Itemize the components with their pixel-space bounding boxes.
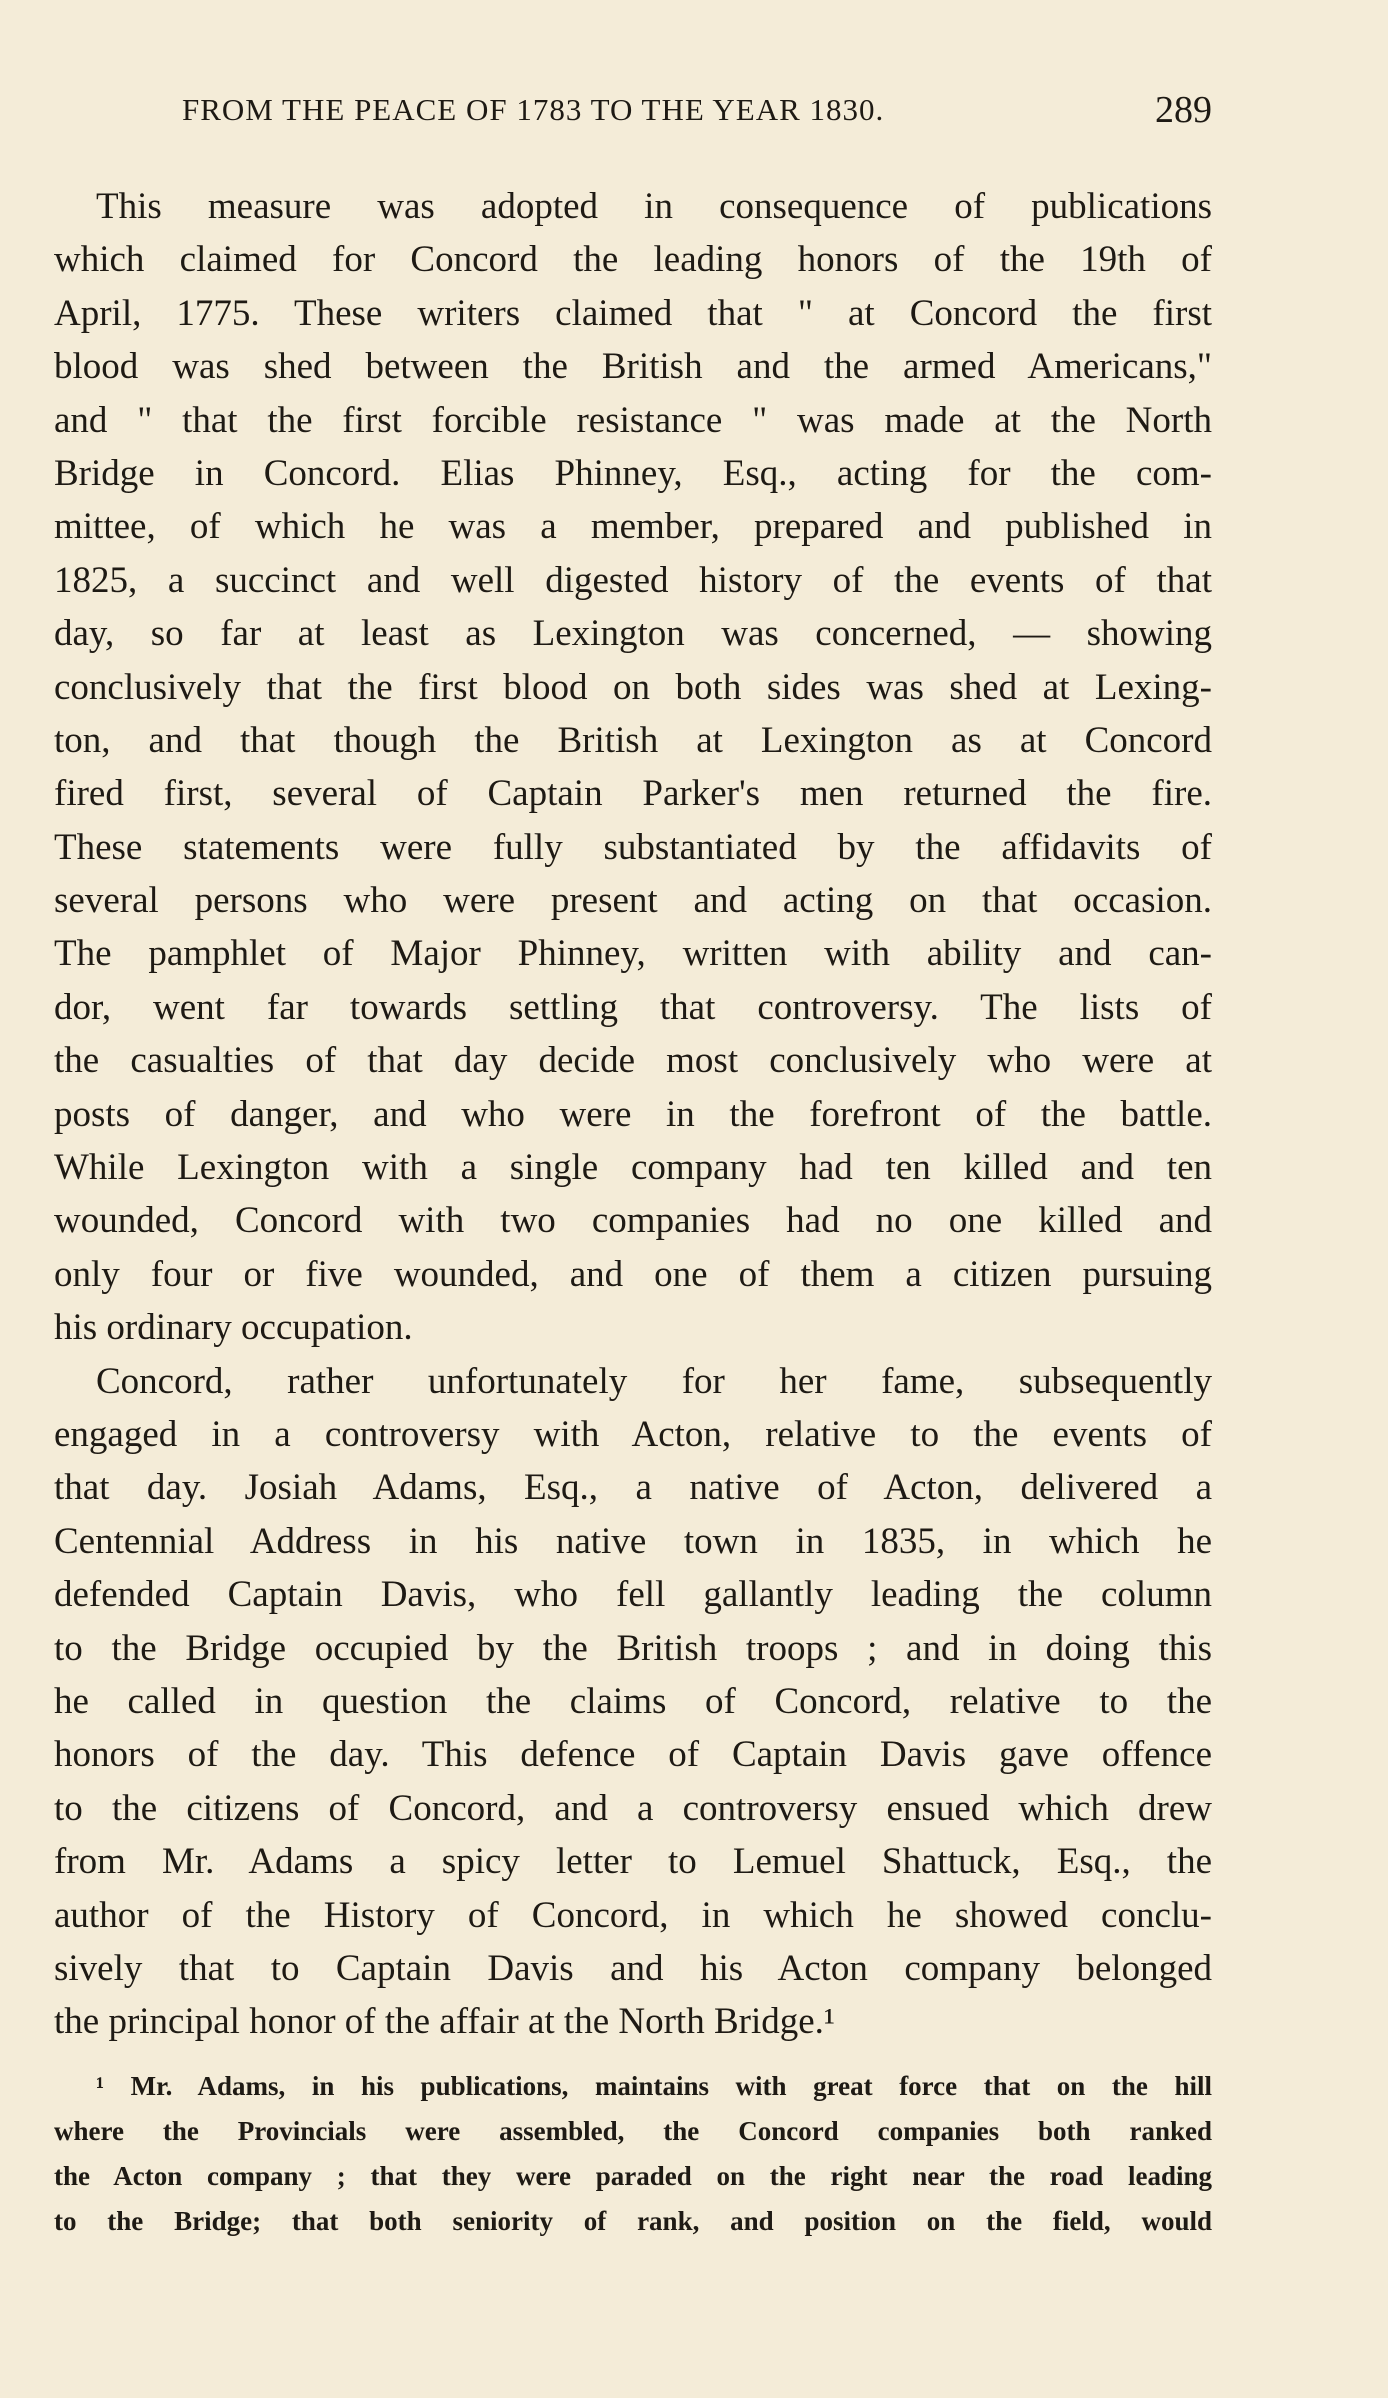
text-line: that day. Josiah Adams, Esq., a native of Acton, delivered a xyxy=(54,1467,1212,1509)
text-line: fired first, several of Captain Parker's men returned the fire. xyxy=(54,773,1212,815)
text-line: defended Captain Davis, who fell gallantly leading the column xyxy=(54,1574,1212,1616)
text-line: 1825, a succinct and well digested history of the events of that xyxy=(54,559,1212,601)
text-line: to the citizens of Concord, and a controversy ensued which drew xyxy=(54,1787,1212,1829)
text-line: engaged in a controversy with Acton, relative to the events of xyxy=(54,1413,1212,1455)
text-line: April, 1775. These writers claimed that " at Concord the first xyxy=(54,292,1212,334)
body-text xyxy=(54,180,1212,2049)
text-line: These statements were fully substantiated by the affidavits of xyxy=(54,826,1212,868)
text-line: posts of danger, and who were in the forefront of the battle. xyxy=(54,1093,1212,1135)
text-line: his ordinary occupation. xyxy=(54,1307,413,1349)
footnote-line: where the Provincials were assembled, the Concord companies both ranked xyxy=(54,2116,1212,2146)
text-line: honors of the day. This defence of Captain Davis gave offence xyxy=(54,1734,1212,1776)
text-line: dor, went far towards settling that controversy. The lists of xyxy=(54,986,1212,1028)
text-line: Concord, rather unfortunately for her fame, subsequently xyxy=(96,1360,1212,1402)
text-line: conclusively that the first blood on both sides was shed at Lexing- xyxy=(54,666,1212,708)
running-head-title: FROM THE PEACE OF 1783 TO THE YEAR 1830. xyxy=(182,92,885,127)
text-line: to the Bridge occupied by the British troops ; and in doing this xyxy=(54,1627,1212,1669)
text-line: Bridge in Concord. Elias Phinney, Esq., acting for the com- xyxy=(54,452,1212,494)
text-line: the principal honor of the affair at the North Bridge.¹ xyxy=(54,2001,835,2043)
text-line: Centennial Address in his native town in 1835, in which he xyxy=(54,1520,1212,1562)
text-line: and " that the first forcible resistance " was made at the North xyxy=(54,399,1212,441)
text-line: the casualties of that day decide most conclusively who were at xyxy=(54,1040,1212,1082)
footnote-line: to the Bridge; that both seniority of rank, and position on the field, would xyxy=(54,2206,1212,2236)
text-line: he called in question the claims of Concord, relative to the xyxy=(54,1680,1212,1722)
text-line: from Mr. Adams a spicy letter to Lemuel Shattuck, Esq., the xyxy=(54,1841,1212,1883)
text-line: only four or five wounded, and one of them a citizen pursuing xyxy=(54,1253,1212,1295)
text-line: mittee, of which he was a member, prepared and published in xyxy=(54,506,1212,548)
text-line: This measure was adopted in consequence of publications xyxy=(96,186,1212,227)
text-line: author of the History of Concord, in which he showed conclu- xyxy=(54,1894,1212,1936)
running-head xyxy=(182,89,1212,136)
footnote xyxy=(54,2064,1212,2244)
page-number: 289 xyxy=(1155,89,1212,131)
text-line: wounded, Concord with two companies had no one killed and xyxy=(54,1200,1212,1242)
footnote-line: ¹ Mr. Adams, in his publications, maintains with great force that on the hill xyxy=(96,2071,1212,2101)
text-line: day, so far at least as Lexington was concerned, — showing xyxy=(54,613,1212,655)
text-line: sively that to Captain Davis and his Acton company belonged xyxy=(54,1947,1212,1989)
text-line: The pamphlet of Major Phinney, written with ability and can- xyxy=(54,933,1212,975)
text-line: blood was shed between the British and the armed Americans," xyxy=(54,346,1212,388)
text-line: several persons who were present and acting on that occasion. xyxy=(54,880,1212,922)
footnote-line: the Acton company ; that they were paraded on the right near the road leading xyxy=(54,2161,1212,2191)
text-line: which claimed for Concord the leading honors of the 19th of xyxy=(54,239,1212,281)
text-line: While Lexington with a single company had ten killed and ten xyxy=(54,1147,1212,1189)
text-line: ton, and that though the British at Lexington as at Concord xyxy=(54,719,1212,761)
